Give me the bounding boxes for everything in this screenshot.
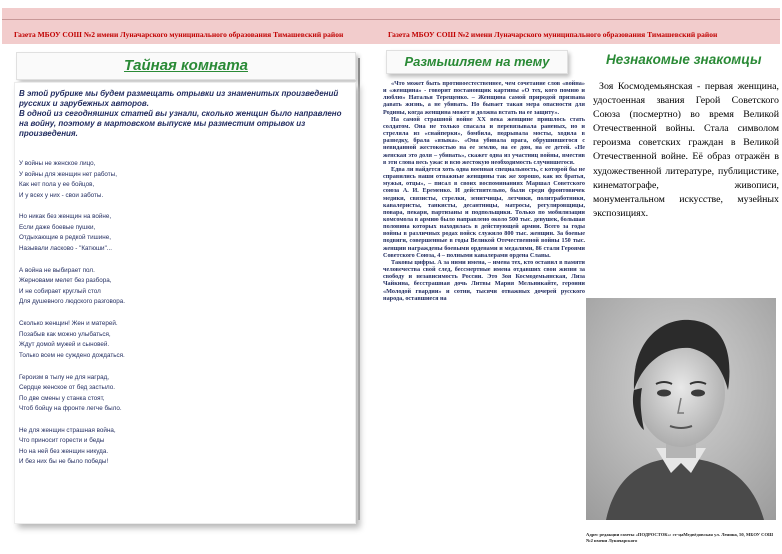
poem-stanza bbox=[19, 426, 349, 468]
poem-line: И не собирает круглый стол bbox=[19, 287, 101, 295]
poem-line: Отдыхающие в редкой тишине, bbox=[19, 234, 111, 242]
poem-line: Называли ласково - "Катюши"... bbox=[19, 244, 113, 252]
poem-line: Позабыв как можно улыбаться, bbox=[19, 330, 111, 338]
section-header-reflections: Размышляем на тему bbox=[386, 50, 568, 74]
article-paragraph: На самой страшной войне XX века женщине пришлось стать солдатом. Она не только спасала и перевязывала раненых, но и стреляла из «снайперки», бомбила, подрывала мосты, ходила в разведку, брала «языка». «Она убивала врага, обрушившегося с невиданной жестокостью на ее землю, на ее дом, на ее детей. «Не женская это доля – убивать», скажет одна из участниц войны, вместив в эти слова весь ужас и всю жестокую необходимость случившегося. bbox=[383, 115, 585, 166]
left-column-rule bbox=[358, 58, 360, 520]
poem-line: Для душевного людского разговора. bbox=[19, 298, 126, 306]
poem-line: Что приносит горести и беды bbox=[19, 437, 105, 445]
poem-stanza bbox=[19, 212, 349, 254]
poem bbox=[19, 159, 349, 479]
zoya-description-text: Зоя Космодемьянская - первая женщина, удостоенная звания Герой Советского Союза (посмертно) во время Великой Отечественной войны. Стала символом героизма советских граждан в Великой Отечественной войне. Её образ отражён в художественной литературе, публицистике, кинематографе, живописи, монументальном искусстве, музейных экспозициях. bbox=[593, 81, 779, 219]
poem-line: Не для женщин страшная война, bbox=[19, 426, 116, 434]
poem-line: И у всех у них - свои заботы. bbox=[19, 191, 104, 199]
rubric-intro bbox=[19, 89, 349, 139]
poem-line: А война не выбирает пол. bbox=[19, 266, 95, 274]
article-paragraph: Едва ли найдется хоть одна военная специальность, с которой бы не справились наши отважные женщины так же хорошо, как их братья, мужья, отцы», – писал в своих воспоминаниях Маршал Советского союза А. И. Еременко. И действительно, были среди фронтовичек медики, связисты, стрелки, зенитчицы, летчики, политработники, кавалеристы, танкисты, десантницы, матросы, регулировщицы, повара, пекари, партизаны и подпольщики. Только по мобилизации комсомола в армию было направлено около 500 тыс. девушек, большая половина которых находилась в действующей армии. Всего за годы войны в различных родах войск служило 800 тыс. женщин. За боевые подвиги, совершенные в годы Великой Отечественной войны 150 тыс. женщин награждены боевыми орденами и медалями, 86 стали Героями Советского Союза, 4 – полными кавалерами ордена Славы. bbox=[383, 165, 585, 259]
article-paragraph: «Что может быть противоестественнее, чем сочетание слов «война» и «женщина» - говорит постановщик картины «О тех, кого помню и люблю» Наталья Терещенко. – Женщина самой природой призвана давать жизнь, а не убивать. Но бывает такая мера опасности для Родины, когда женщина может и должна встать на ее защиту». bbox=[383, 80, 585, 116]
section-header-unknown-acquaintances: Незнакомые знакомцы bbox=[606, 52, 762, 67]
intro-paragraph: В этой рубрике мы будем размещать отрывки из знаменитых произведений русских и зарубежных авторов. bbox=[19, 89, 339, 108]
poem-line: И без них бы не было победы! bbox=[19, 458, 109, 466]
portrait-image bbox=[586, 298, 776, 520]
poem-line: Ждут домой мужей и сыновей. bbox=[19, 341, 110, 349]
poem-line: Но никак без женщин на войне, bbox=[19, 213, 112, 221]
poem-line: Героизм в тылу не для наград, bbox=[19, 373, 109, 381]
editorial-address: Адрес редакции газеты «ПОДРОСТОК»: ст-цаМедвёдовская ул. Ленина, 50, МБОУ СОШ №2 имени Луначарского bbox=[586, 532, 774, 543]
section-header-secret-room: Тайная комната bbox=[16, 52, 356, 80]
poem-line: Чтоб бойцу на фронте легче было. bbox=[19, 405, 122, 413]
article-paragraph: Таковы цифры. А за ними имена, – имена тех, кто оставил в памяти человечества свой след, бессмертные имена отдавших свои жизни за свободу и независимость России. Это Зоя Космодемьянская, Лиза Чайкина, бесстрашная дочь Литвы Мария Мельникайте, героини «Молодой гвардии» и сотни, тысячи отважных дочерей русского народа, оставшиеся на bbox=[383, 258, 585, 302]
poem-line: Сердце женское от бед застыло. bbox=[19, 384, 116, 392]
poem-line: Но на ней без женщин никуда. bbox=[19, 447, 109, 455]
poem-line: У войны для женщин нет работы, bbox=[19, 170, 117, 178]
zoya-description bbox=[593, 80, 779, 221]
poem-stanza bbox=[19, 159, 349, 201]
poem-line: Если даже боевые пушки, bbox=[19, 223, 96, 231]
article-column bbox=[383, 80, 585, 532]
poem-stanza bbox=[19, 373, 349, 415]
poem-stanza bbox=[19, 319, 349, 361]
poem-line: Как нет пола у ее бойцов, bbox=[19, 181, 95, 188]
newspaper-banner bbox=[2, 8, 780, 44]
poem-line: По две смены у станка стоят, bbox=[19, 394, 105, 402]
left-column-panel bbox=[14, 82, 356, 524]
banner-title-left: Газета МБОУ СОШ №2 имени Луначарского муниципального образования Тимашевский район bbox=[14, 30, 344, 39]
poem-line: Сколько женщин! Жен и матерей. bbox=[19, 320, 118, 328]
banner-divider bbox=[2, 19, 780, 20]
intro-paragraph: В одной из сегодняшних статей вы узнали, сколько женщин было направлено на войну, поэтому в мартовском выпуске мы разместим отрывок из произведения. bbox=[19, 109, 342, 138]
poem-line: У войны не женское лицо, bbox=[19, 160, 96, 167]
poem-stanza bbox=[19, 266, 349, 308]
poem-line: Только всем не суждено дождаться. bbox=[19, 351, 125, 359]
banner-title-right: Газета МБОУ СОШ №2 имени Луначарского муниципального образования Тимашевский район bbox=[388, 30, 718, 39]
poem-line: Жерновами мелет без разбора, bbox=[19, 277, 112, 285]
portrait-photo bbox=[586, 298, 776, 520]
